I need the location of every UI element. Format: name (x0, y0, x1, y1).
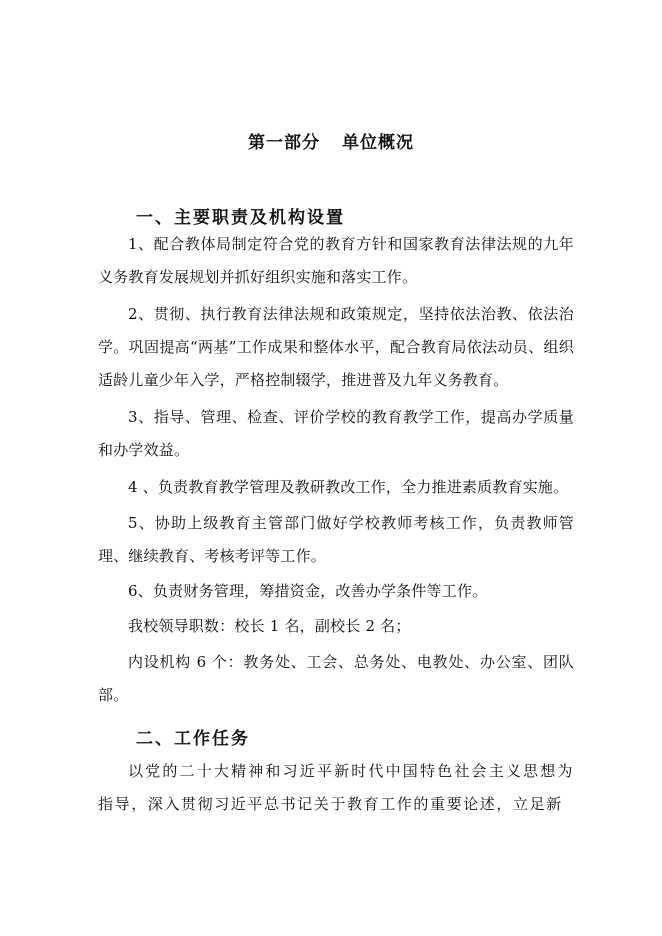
page-title (0, 128, 662, 153)
section-2-heading: 二、工作任务 (136, 729, 250, 749)
duty-item-6: 6、负责财务管理，筹措资金，改善办学条件等工作。 (128, 582, 488, 600)
title-name: 单位概况 (342, 133, 414, 153)
duty-item-5: 5、协助上级教育主管部门做好学校教师考核工作，负责教师管理、继续教育、考核考评等工作。 (98, 514, 574, 565)
work-task-text: 以党的二十大精神和习近平新时代中国特色社会主义思想为指导，深入贯彻习近平总书记关于教育工作的重要论述，立足新 (98, 762, 574, 813)
duty-item-4: 4 、负责教育教学管理及教研教改工作，全力推进素质教育实施。 (128, 478, 569, 496)
duty-item-1: 1、配合教体局制定符合党的教育方针和国家教育法律法规的九年义务教育发展规划并抓好组织实施和落实工作。 (98, 235, 574, 286)
duty-item-3: 3、指导、管理、检查、评价学校的教育教学工作，提高办学质量和办学效益。 (98, 408, 574, 459)
duty-item-2: 2、贯彻、执行教育法律法规和政策规定，坚持依法治教、依法治学。巩固提高“两基”工作成果和整体水平，配合教育局依法动员、组织适龄儿童少年入学，严格控制辍学，推进普及九年义务教育。 (98, 305, 574, 389)
title-part: 第一部分 (248, 133, 320, 153)
internal-departments: 内设机构 6 个：教务处、工会、总务处、电教处、办公室、团队部。 (98, 653, 574, 704)
leader-count: 我校领导职数：校长 1 名，副校长 2 名； (128, 617, 411, 635)
section-1-heading: 一、主要职责及机构设置 (136, 208, 345, 228)
